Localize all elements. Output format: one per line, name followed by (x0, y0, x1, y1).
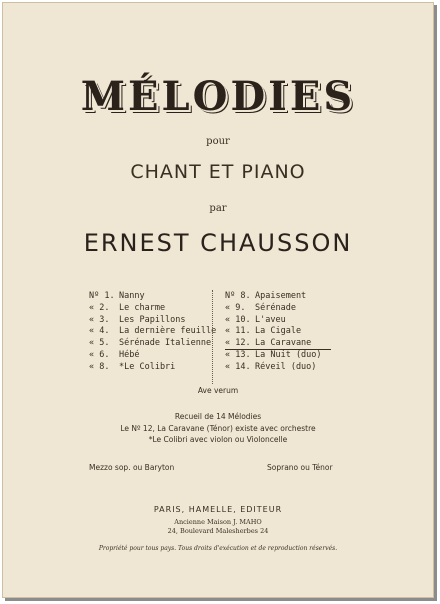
rights-notice: Propriété pour tous pays. Tous droits d'exécution et de reproduction réservés. (98, 545, 338, 552)
song-title: Réveil (duo) (255, 361, 317, 372)
song-title: Sérénade (255, 302, 296, 313)
song-number: « 14. (225, 361, 251, 372)
list-item (89, 362, 216, 374)
list-item (89, 350, 216, 362)
song-title: Le charme (119, 302, 166, 313)
list-item (89, 326, 216, 338)
ave-verum: Ave verum (197, 386, 239, 395)
song-number: « 13. (225, 349, 251, 360)
par-text: par (209, 203, 227, 214)
song-list-right (225, 291, 322, 374)
song-title: Les Papillons (119, 314, 186, 325)
song-number: « 12. (225, 338, 251, 349)
list-item (225, 362, 322, 374)
colibri-note: *Le Colibri avec violon ou Violoncelle (148, 435, 288, 444)
list-item (225, 291, 322, 303)
song-number: « 2. (89, 302, 110, 313)
sheet-music-cover (2, 2, 434, 598)
song-title: La Nuit (duo) (255, 349, 322, 360)
song-title: Nanny (119, 291, 145, 301)
song-number: « 8. (89, 361, 110, 372)
song-number: « 3. (89, 314, 110, 325)
list-item (225, 315, 322, 327)
list-item (89, 291, 216, 303)
publisher: PARIS, HAMELLE, EDITEUR (153, 505, 283, 514)
song-title: Apaisement (255, 291, 307, 301)
recueil-note: Recueil de 14 Mélodies (174, 412, 262, 421)
list-item (225, 303, 322, 315)
composer-name: ERNEST CHAUSSON (83, 229, 353, 257)
song-number: « 5. (89, 338, 110, 349)
list-item (89, 315, 216, 327)
voice-type-right: Soprano ou Ténor (267, 463, 333, 472)
song-title: La Caravane (255, 338, 312, 349)
list-item (225, 350, 322, 362)
pencil-underline (225, 349, 331, 350)
song-title: Sérénade Italienne (119, 338, 212, 349)
song-number: « 10. (225, 314, 251, 325)
song-title: *Le Colibri (119, 361, 176, 372)
song-number: « 4. (89, 326, 110, 337)
instrumentation: CHANT ET PIANO (130, 161, 306, 183)
publisher-former-house: Ancienne Maison J. MAHO (174, 518, 262, 526)
song-number: « 11. (225, 326, 251, 337)
song-list-left (89, 291, 216, 374)
song-title: Hébé (119, 349, 140, 360)
song-title: La Cigale (255, 326, 302, 337)
title: MÉLODIES (80, 73, 356, 120)
song-title: L'aveu (255, 314, 286, 325)
column-divider (212, 290, 214, 384)
list-item (89, 338, 216, 350)
publisher-address: 24, Boulevard Malesherbes 24 (167, 527, 269, 535)
list-item (89, 303, 216, 315)
caravane-note: Le Nº 12, La Caravane (Ténor) existe avec orchestre (120, 424, 316, 433)
song-number: « 9. (225, 302, 246, 313)
list-item (225, 326, 322, 338)
pour-text: pour (206, 136, 230, 147)
song-number: « 6. (89, 349, 110, 360)
voice-type-left: Mezzo sop. ou Baryton (89, 463, 175, 472)
song-title: La dernière feuille (119, 326, 217, 337)
song-number: Nº 1. (89, 291, 115, 301)
song-number: Nº 8. (225, 291, 251, 301)
